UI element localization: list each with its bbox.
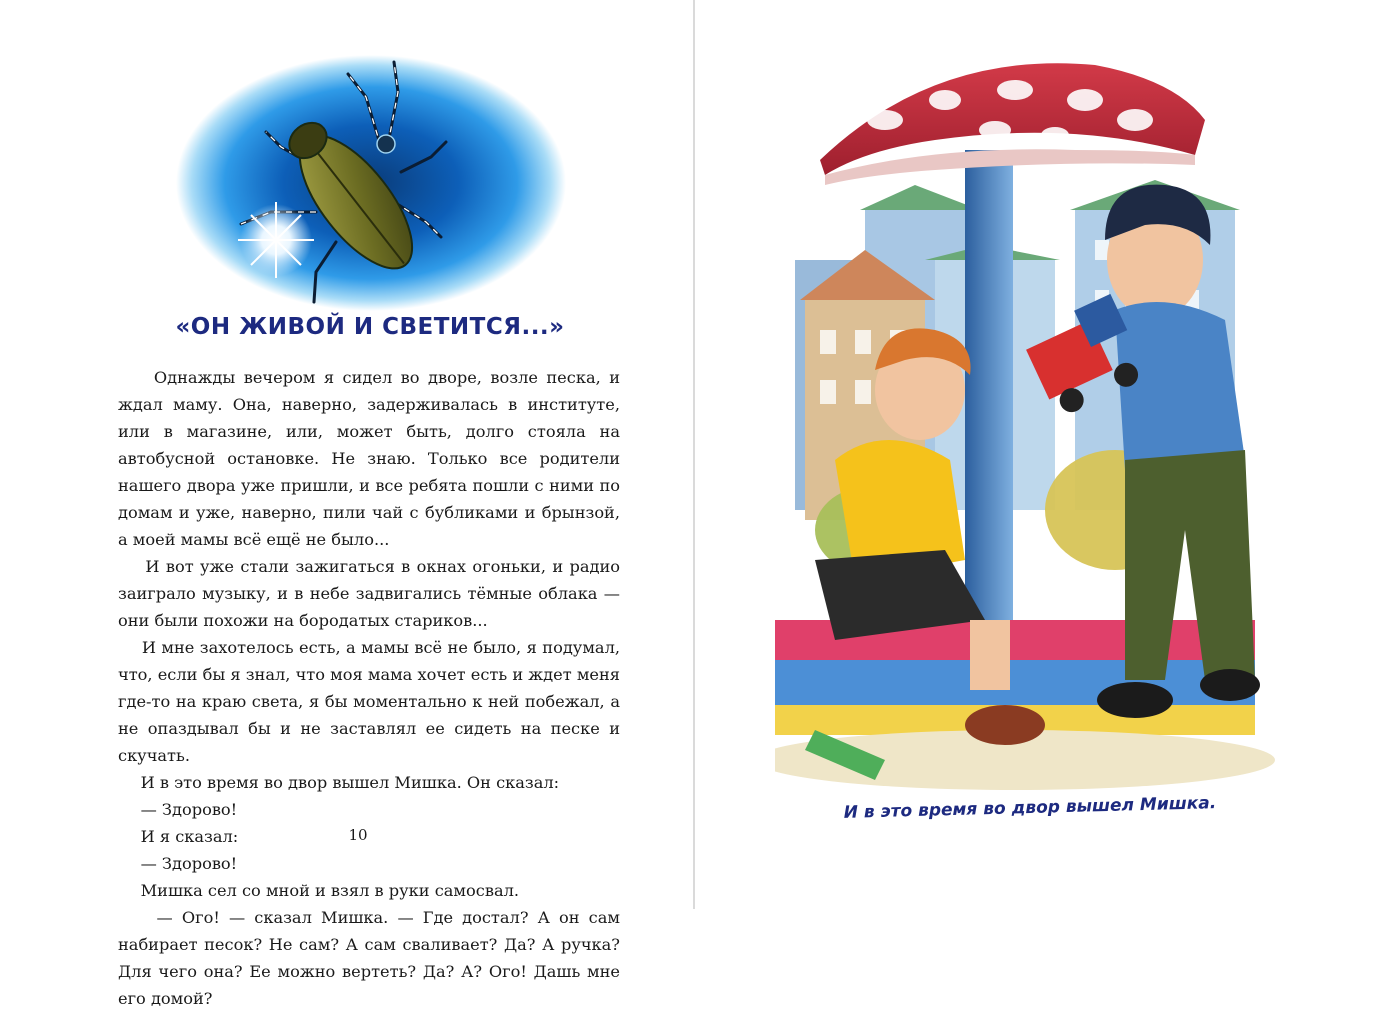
story-paragraph: И мне захотелось есть, а мамы всё не было, я подумал, что, если бы я знал, что моя мама хочет есть и ждет меня где-то на краю света, я бы моментально к ней побежал, а не опаздывал бы и не заставлял ее сидеть на песке и скучать. (118, 638, 620, 765)
playground-scene-illustration (775, 60, 1285, 790)
illustration-caption: И в это время во двор вышел Мишка. (843, 793, 1217, 823)
story-paragraph: И в это время во двор вышел Мишка. Он сказал: (120, 773, 560, 792)
story-paragraph: И вот уже стали зажигаться в окнах огоньки, и радио заиграло музыку, и в небе задвигались тёмные облака — они были похожи на бородатых стариков... (118, 557, 620, 630)
story-paragraph: — Здорово! (120, 800, 238, 819)
story-text (118, 364, 620, 1012)
page-number: 10 (348, 826, 368, 844)
left-page (0, 0, 694, 1008)
firefly-beetle-illustration (176, 52, 566, 314)
story-paragraph: — Здорово! (120, 854, 238, 873)
story-paragraph: — Ого! — сказал Мишка. — Где достал? А он сам набирает песок? Не сам? А сам сваливает? Да? А ручка? Для чего она? Ее можно вертеть? Да? А? Ого! Дашь мне его домой? (118, 908, 620, 1008)
story-paragraph: Мишка сел со мной и взял в руки самосвал. (120, 881, 520, 900)
story-paragraph: И я сказал: (120, 827, 239, 846)
chapter-title: «ОН ЖИВОЙ И СВЕТИТСЯ...» (175, 314, 565, 340)
story-paragraph: Однажды вечером я сидел во дворе, возле песка, и ждал маму. Она, наверно, задерживалась в институте, или в магазине, или, может быть, долго стояла на автобусной остановке. Не знаю. Только все родители нашего двора уже пришли, и все ребята пошли с ними по домам и уже, наверно, пили чай с бубликами и брынзой, а моей мамы всё ещё не было... (118, 368, 620, 549)
